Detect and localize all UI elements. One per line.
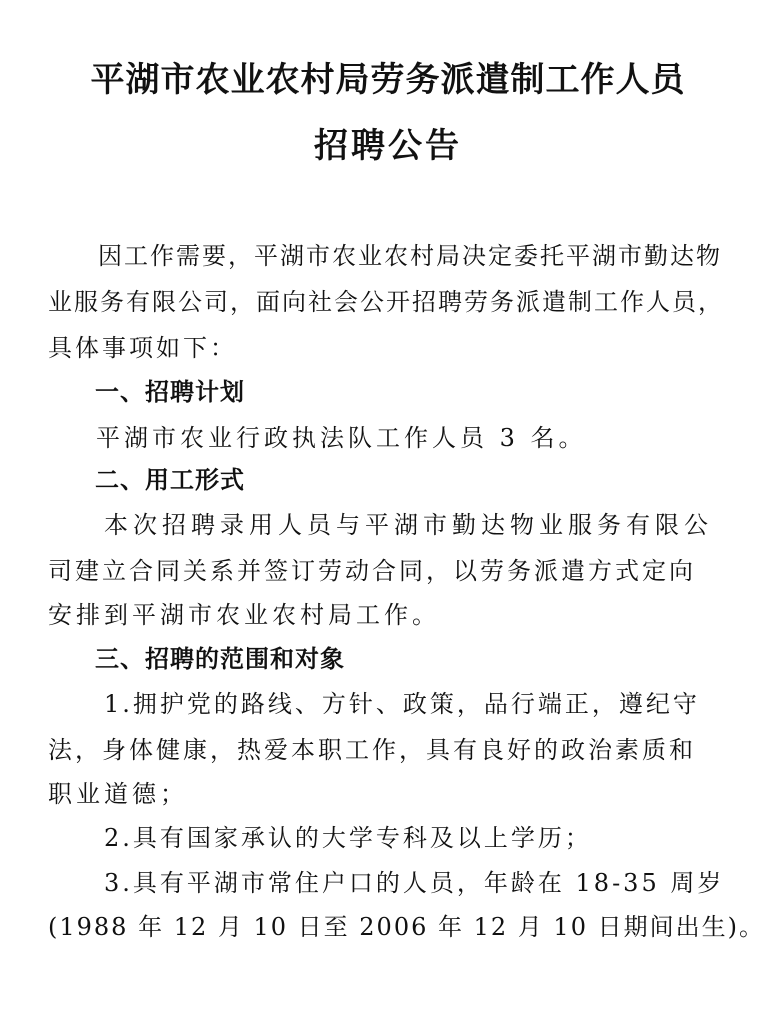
section3-item2-line-1: 2.具有国家承认的大学专科及以上学历；: [104, 824, 592, 852]
section3-item1-line-3: 职业道德；: [48, 780, 188, 808]
intro-line-1: 因工作需要，平湖市农业农村局决定委托平湖市勤达物: [98, 242, 722, 270]
section3-item1-line-2: 法，身体健康，热爱本职工作，具有良好的政治素质和: [48, 736, 696, 764]
section2-line-2: 司建立合同关系并签订劳动合同，以劳务派遣方式定向: [48, 557, 696, 585]
section3-item3-line-1: 3.具有平湖市常住户口的人员，年龄在 18-35 周岁: [104, 869, 725, 897]
section-heading-recruitment-plan: 一、招聘计划: [95, 378, 245, 406]
section1-line-1: 平湖市农业行政执法队工作人员 3 名。: [96, 424, 587, 452]
intro-line-2: 业服务有限公司，面向社会公开招聘劳务派遣制工作人员，: [48, 288, 724, 316]
section-heading-scope-and-target: 三、招聘的范围和对象: [95, 645, 345, 673]
document-title-line-1: 平湖市农业农村局劳务派遣制工作人员: [90, 60, 686, 100]
document-title-line-2: 招聘公告: [314, 126, 462, 166]
section2-line-1: 本次招聘录用人员与平湖市勤达物业服务有限公: [104, 511, 713, 539]
section3-item1-line-1: 1.拥护党的路线、方针、政策，品行端正，遵纪守: [104, 690, 700, 718]
section3-item3-line-2: (1988 年 12 月 10 日至 2006 年 12 月 10 日期间出生)。: [48, 913, 765, 941]
section2-line-3: 安排到平湖市农业农村局工作。: [48, 601, 440, 629]
section-heading-employment-form: 二、用工形式: [95, 466, 245, 494]
intro-line-3: 具体事项如下：: [48, 334, 237, 362]
